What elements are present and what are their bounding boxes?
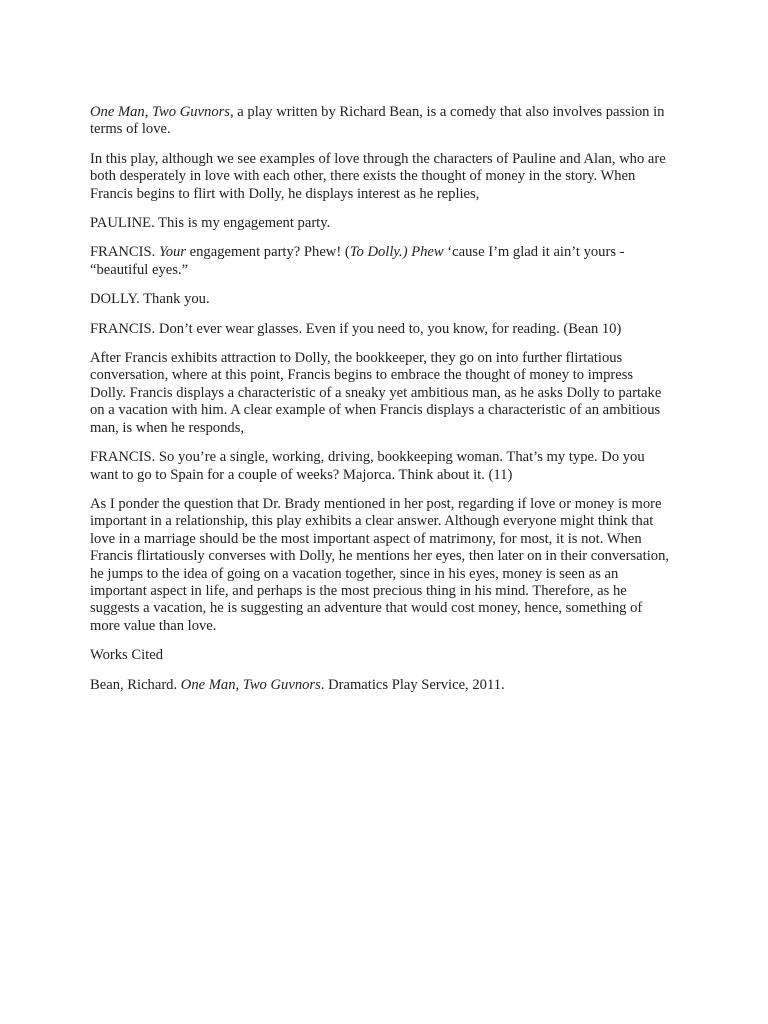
document-body — [90, 104, 670, 706]
citation-publisher: . Dramatics Play Service, 2011. — [320, 676, 505, 693]
analysis-paragraph: After Francis exhibits attraction to Dolly, the bookkeeper, they go on into further flirtatious conversation, where at this point, Francis begins to embrace the thought of money to impress Dolly. Francis displays a characteristic of a sneaky yet ambitious man, as he asks Dolly to partake on a vacation with him. A clear example of when Francis displays a characteristic of an ambitious man, is when he responds, — [90, 350, 662, 436]
quote-francis-1 — [90, 244, 670, 279]
conclusion-paragraph: As I ponder the question that Dr. Brady mentioned in her post, regarding if love or money is more important in a relationship, this play exhibits a clear answer. Although everyone might think that love in a marriage should be the most important aspect of matrimony, for most, it is not. When Francis flirtatiously converses with Dolly, he mentions her eyes, then later on in their conversation, he jumps to the idea of going on a vacation together, since in his eyes, money is seen as an important aspect in life, and perhaps is the most precious thing in his mind. Therefore, as he suggests a vacation, he is suggesting an adventure that would cost money, hence, something of more value than love. — [90, 495, 670, 634]
speaker: FRANCIS. — [90, 244, 159, 261]
quote-dolly: DOLLY. Thank you. — [90, 291, 210, 308]
quote-pauline: PAULINE. This is my engagement party. — [90, 215, 331, 232]
citation-title: One Man, Two Guvnors — [180, 676, 321, 693]
context-paragraph: In this play, although we see examples of love through the characters of Pauline and Alan, who are both desperately in love with each other, there exists the thought of money in the story. When Francis begins to flirt with Dolly, he displays interest as he replies, — [90, 150, 666, 202]
quote-francis-3: FRANCIS. So you’re a single, working, driving, bookkeeping woman. That’s my type. Do you want to go to Spain for a couple of weeks? Majorca. Think about it. (11) — [90, 449, 645, 483]
works-cited-heading: Works Cited — [90, 647, 164, 664]
quote-francis-2: FRANCIS. Don’t ever wear glasses. Even if you need to, you know, for reading. (Bean 10) — [90, 320, 622, 337]
quote-text: ‘cause I’m glad it ain’t yours - “beautiful eyes.” — [90, 244, 625, 278]
play-title: One Man, Two Guvnors — [90, 104, 230, 120]
quote-text: engagement party? Phew! ( — [186, 244, 350, 261]
stage-direction: To Dolly.) Phew — [349, 244, 444, 261]
intro-text: , a play written by Richard Bean, is a comedy that also involves passion in terms of love. — [90, 104, 665, 138]
citation-author: Bean, Richard. — [90, 676, 181, 693]
emphasis: Your — [158, 244, 186, 261]
intro-paragraph — [90, 104, 670, 139]
citation — [90, 677, 670, 694]
